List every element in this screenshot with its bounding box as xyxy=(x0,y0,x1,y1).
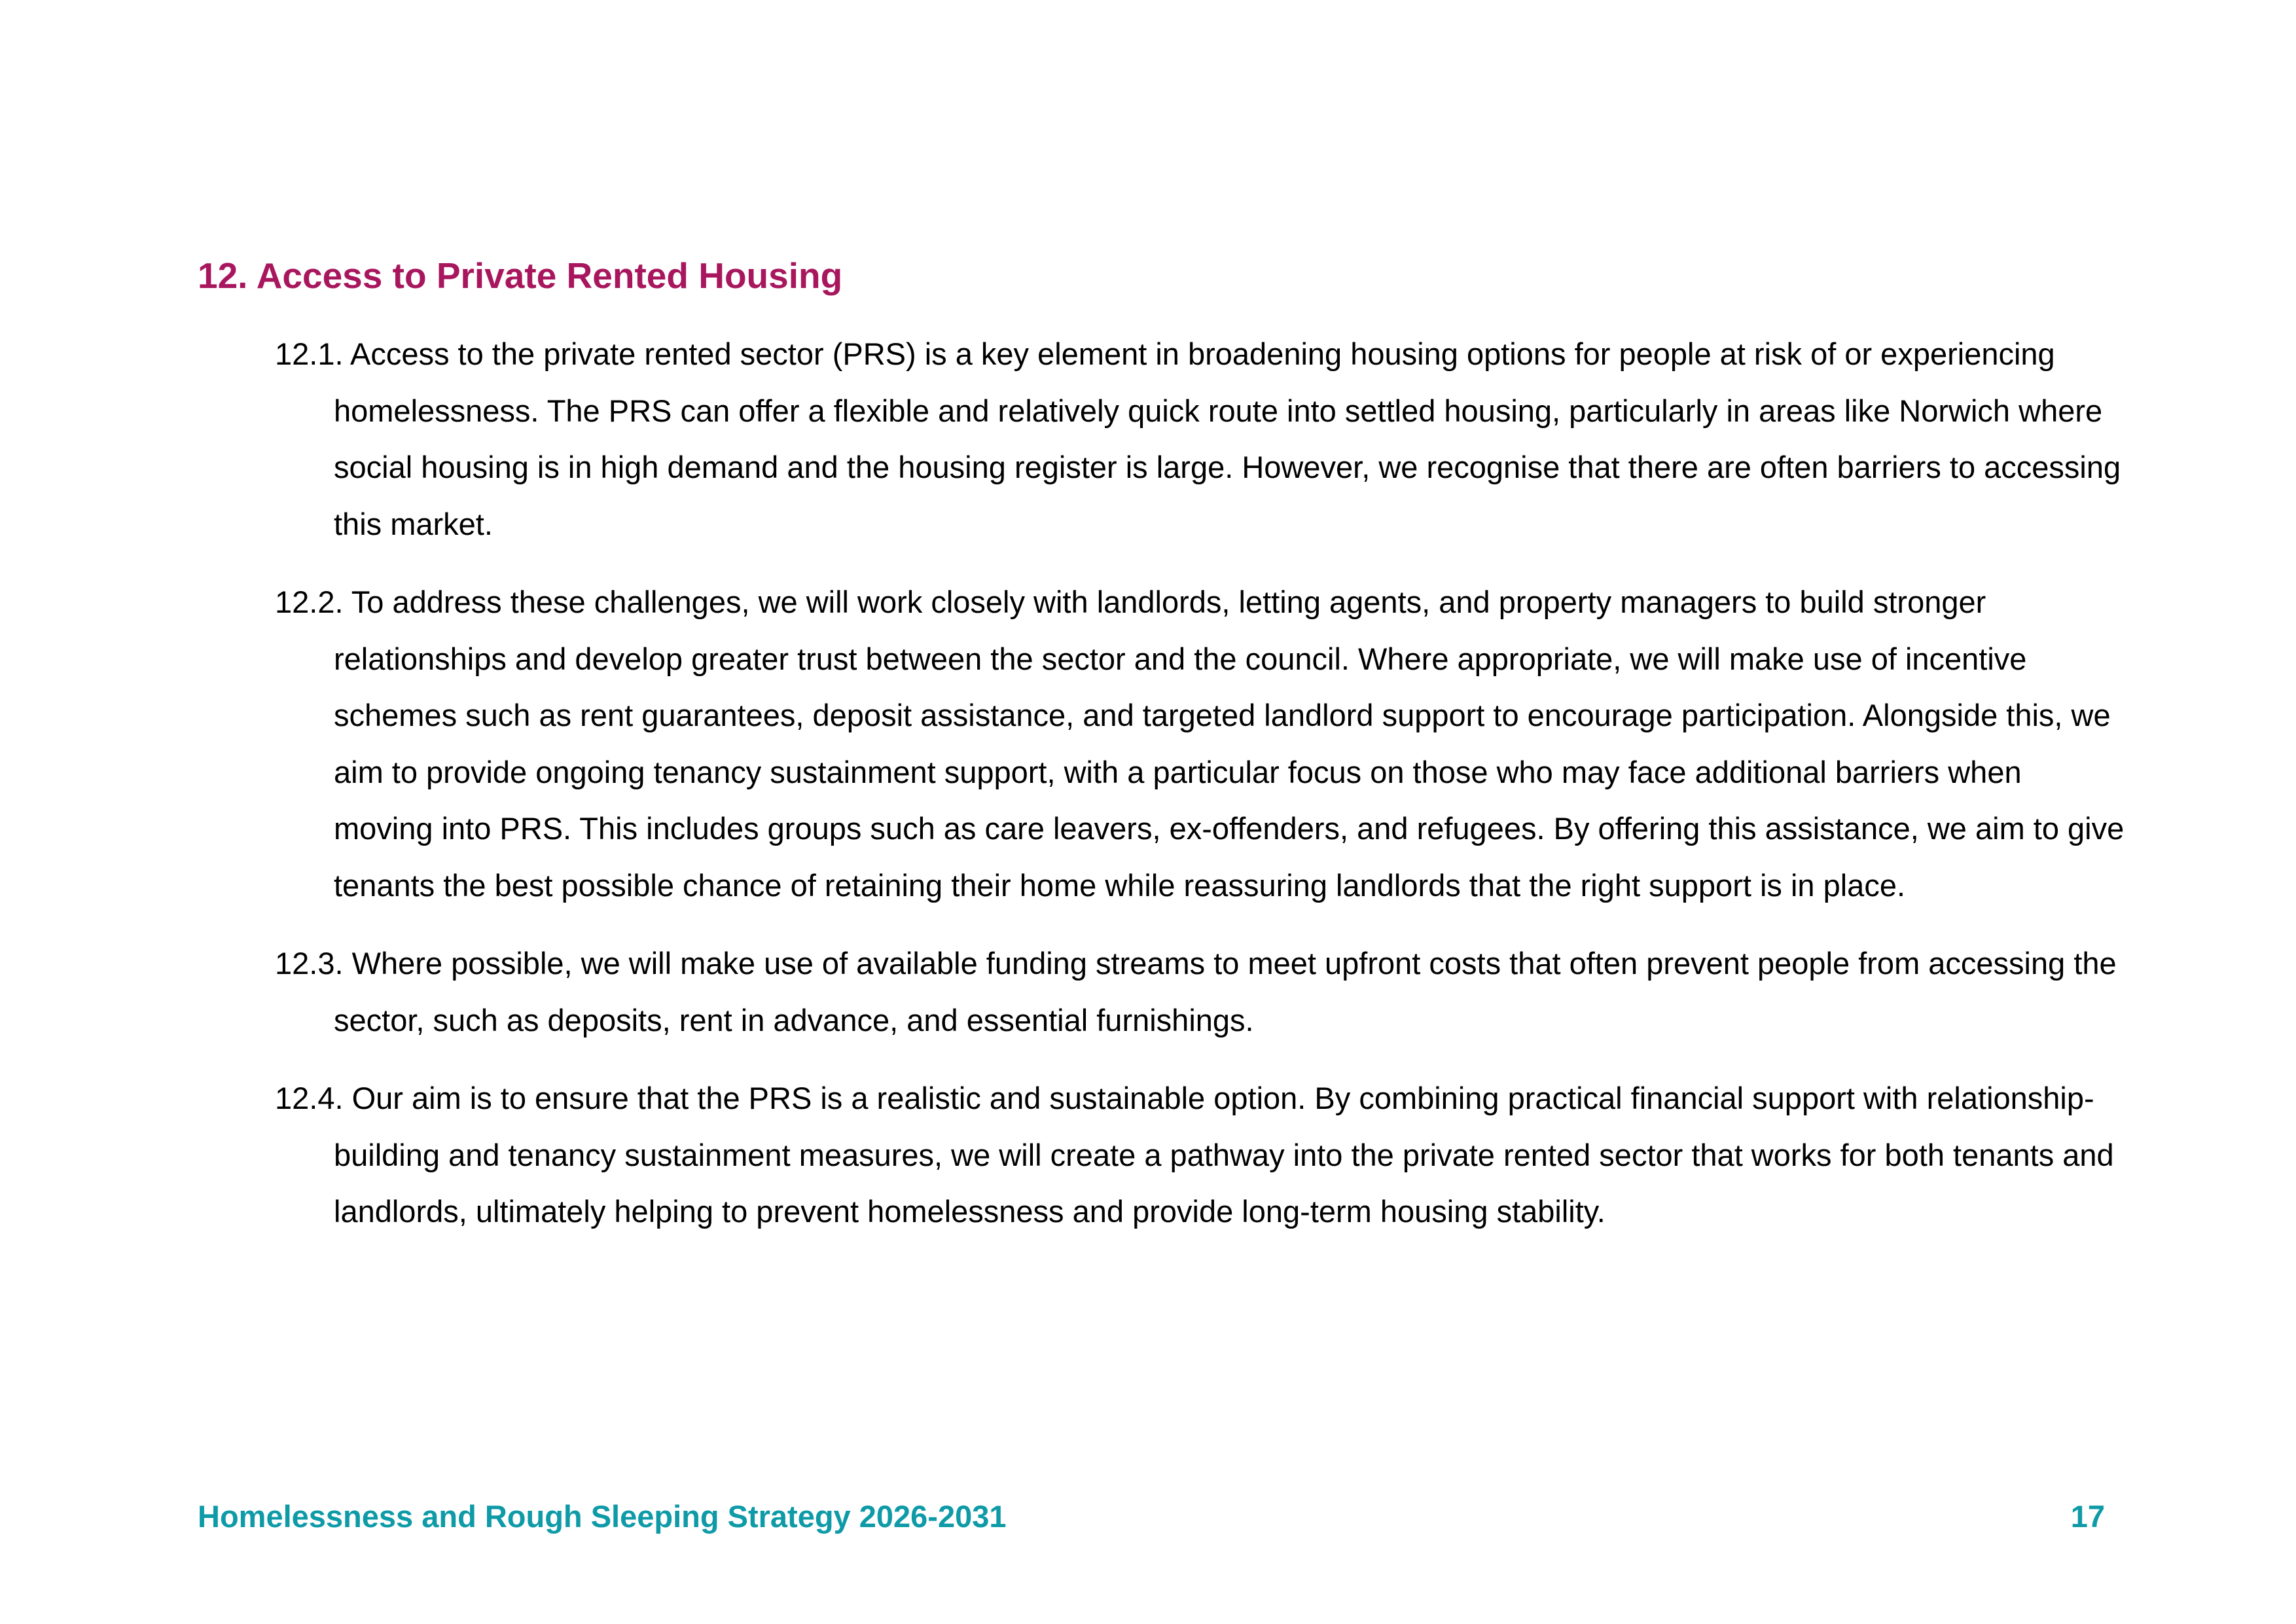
paragraph-list xyxy=(275,326,2127,1240)
paragraph-12-4: 12.4. Our aim is to ensure that the PRS is a realistic and sustainable option. By combining practical financial support with relationship-building and tenancy sustainment measures, we will create a pathway into the private rented sector that works for both tenants and landlords, ultimately helping to prevent homelessness and provide long-term housing stability. xyxy=(275,1081,2114,1229)
page-number: 17 xyxy=(2070,1499,2105,1534)
footer-document-title: Homelessness and Rough Sleeping Strategy 2026-2031 xyxy=(198,1499,1007,1534)
paragraph-12-2: 12.2. To address these challenges, we will work closely with landlords, letting agents, and property managers to build stronger relationships and develop greater trust between the sector and the council. Where appropriate, we will make use of incentive schemes such as rent guarantees, deposit assistance, and targeted landlord support to encourage participation. Alongside this, we aim to provide ongoing tenancy sustainment support, with a particular focus on those who may face additional barriers when moving into PRS. This includes groups such as care leavers, ex-offenders, and refugees. By offering this assistance, we aim to give tenants the best possible chance of retaining their home while reassuring landlords that the right support is in place. xyxy=(275,585,2125,903)
paragraph-12-1: 12.1. Access to the private rented sector (PRS) is a key element in broadening housing options for people at risk of or experiencing homelessness. The PRS can offer a flexible and relatively quick route into settled housing, particularly in areas like Norwich where social housing is in high demand and the housing register is large. However, we recognise that there are often barriers to accessing this market. xyxy=(275,336,2121,541)
paragraph-12-3: 12.3. Where possible, we will make use of available funding streams to meet upfront costs that often prevent people from accessing the sector, such as deposits, rent in advance, and essential furnishings. xyxy=(275,946,2117,1038)
section-heading: 12. Access to Private Rented Housing xyxy=(198,255,843,296)
